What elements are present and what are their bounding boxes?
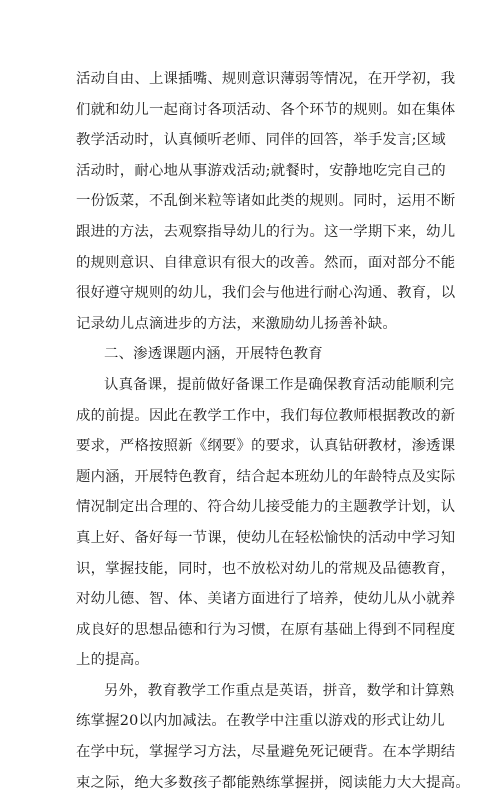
- text-line: 束之际，绝大多数孩子都能熟练掌握拼，阅读能力大大提高。: [76, 774, 470, 791]
- text-line: 跟进的方法，去观察指导幼儿的行为。这一学期下来，幼儿: [76, 223, 456, 240]
- text-line: 真上好、备好每一节课，使幼儿在轻松愉快的活动中学习知: [76, 529, 456, 546]
- text-line: 活动自由、上课插嘴、规则意识薄弱等情况，在开学初，我: [76, 71, 456, 87]
- text-line: 题内涵，开展特色教育，结合起本班幼儿的年龄特点及实际: [76, 468, 456, 485]
- text-line: 很好遵守规则的幼儿，我们会与他进行耐心沟通、教育，以: [76, 285, 456, 302]
- text-line: 活动时，耐心地从事游戏活动;就餐时，安静地吃完自己的: [76, 162, 446, 179]
- text-line: 教学活动时，认真倾听老师、同伴的回答，举手发言;区域: [76, 132, 446, 149]
- text-line: 要求，严格按照新《纲要》的要求，认真钻研教材，渗透课: [76, 438, 456, 455]
- text-line: 一份饭菜，不乱倒米粒等诸如此类的规则。同时，运用不断: [76, 193, 456, 210]
- text-line: 在学中玩，掌握学习方法，尽量避免死记硬背。在本学期结: [76, 744, 456, 761]
- text-line: 认真备课，提前做好备课工作是确保教育活动能顺利完: [104, 376, 455, 393]
- paragraph-1: [76, 64, 456, 339]
- section-heading: 二、渗透课题内涵，开展特色教育: [104, 346, 323, 363]
- text-line: 记录幼儿点滴进步的方法，来激励幼儿扬善补缺。: [76, 315, 397, 332]
- text-line: 情况制定出合理的、符合幼儿接受能力的主题教学计划，认: [76, 499, 456, 516]
- text-line: 对幼儿德、智、体、美诸方面进行了培养，使幼儿从小就养: [76, 591, 456, 608]
- paragraph-2: [76, 370, 456, 676]
- text-line: 识，掌握技能，同时，也不放松对幼儿的常规及品德教育，: [76, 560, 456, 577]
- text-line: 成的前提。因此在教学工作中，我们每位教师根据教改的新: [76, 407, 456, 424]
- text-line: 另外，教育教学工作重点是英语，拼音，数学和计算熟: [104, 682, 455, 699]
- text-line: 上的提高。: [76, 652, 149, 669]
- text-line: 练掌握20以内加减法。在教学中注重以游戏的形式让幼儿: [76, 713, 445, 730]
- paragraph-3: [76, 676, 470, 798]
- text-line: 的规则意识、自律意识有很大的改善。然而，面对部分不能: [76, 254, 456, 271]
- document-body: [76, 64, 470, 798]
- text-line: 们就和幼儿一起商讨各项活动、各个环节的规则。如在集体: [76, 101, 456, 118]
- text-line: 成良好的思想品德和行为习惯，在原有基础上得到不同程度: [76, 621, 456, 638]
